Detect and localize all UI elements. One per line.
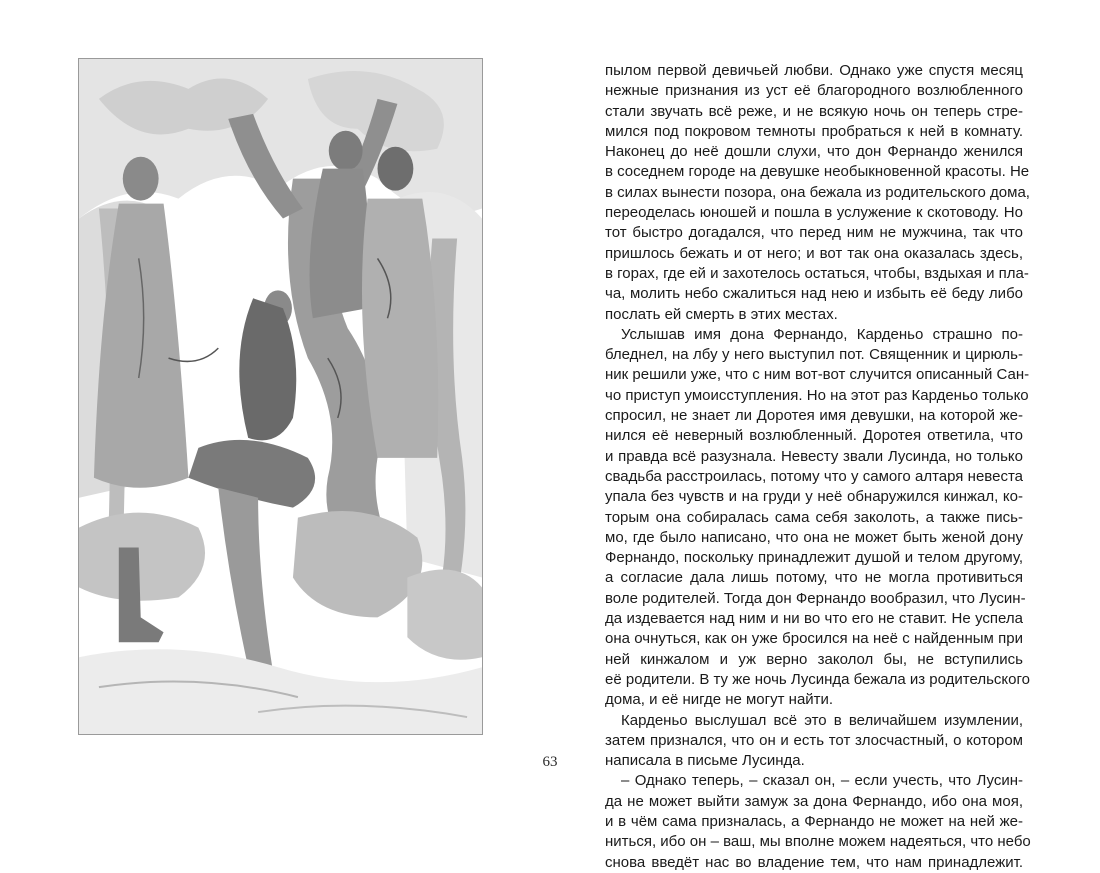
illustration-drawing — [79, 59, 482, 734]
text-line: Карденьо выслушал всё это в величайшем изумлении, — [621, 711, 1023, 729]
text-line: бледнел, на лбу у него выступил пот. Священник и цирюль- — [605, 346, 1023, 364]
text-line: в соседнем городе на девушке необыкновенной красоты. Не — [605, 163, 1030, 181]
text-line: а согласие дала лишь потому, что не могла противиться — [605, 569, 1023, 587]
text-line: да не может выйти замуж за дона Фернандо, ибо она моя, — [605, 792, 1023, 810]
text-line: послать ей смерть в этих местах. — [605, 305, 838, 323]
page-number: 63 — [542, 754, 558, 770]
text-line: нился её неверный возлюбленный. Доротея ответила, что — [605, 427, 1023, 445]
text-line: упала без чувств и на груди у неё обнаружился кинжал, ко- — [605, 488, 1023, 506]
text-line: дома, и её нигде не могут найти. — [605, 691, 834, 709]
text-line: мился под покровом темноты пробраться к ней в комнату. — [605, 122, 1023, 140]
text-line: ней кинжалом и уж верно заколол бы, не вступились — [605, 650, 1023, 668]
text-line: и в чём сама призналась, а Фернандо не может на ней же- — [605, 812, 1023, 830]
text-line: воле родителей. Тогда дон Фернандо вообразил, что Лусин- — [605, 589, 1026, 607]
text-line: – Однако теперь, – сказал он, – если учесть, что Лусин- — [621, 772, 1023, 790]
text-line: ниться, ибо он – ваш, мы вполне можем надеяться, что небо — [605, 833, 1031, 851]
text-line: Услышав имя дона Фернандо, Карденьо страшно по- — [621, 325, 1023, 343]
text-line: нежные признания из уст её благородного возлюбленного — [605, 82, 1023, 100]
text-line: переоделась юношей и пошла в услужение к скотоводу. Но — [605, 204, 1023, 222]
text-line: чо приступ умоисступления. Но на этот раз Карденьо только — [605, 386, 1029, 404]
text-line: пришлось бежать и от него; и вот так она оказалась здесь, — [605, 244, 1023, 262]
text-column — [605, 61, 1031, 873]
text-line: ча, молить небо сжалиться над нею и избыть её беду либо — [605, 285, 1023, 303]
text-line: затем признался, что он и есть тот злосчастный, о котором — [605, 731, 1023, 749]
text-line: стали звучать всё реже, и не всякую ночь он теперь стре- — [605, 102, 1023, 120]
text-line: Фернандо, поскольку принадлежит душой и телом другому, — [605, 549, 1023, 567]
illustration — [78, 58, 483, 735]
text-line: торым она собиралась сама себя заколоть, а также пись- — [605, 508, 1023, 526]
text-line: пылом первой девичьей любви. Однако уже спустя месяц — [605, 62, 1023, 79]
text-line: спросил, не знает ли Доротея имя девушки, на которой же- — [605, 407, 1023, 425]
text-line: и правда всё разузнала. Невесту звали Лусинда, но только — [605, 447, 1023, 465]
text-line: в силах вынести позора, она бежала из родительского дома, — [605, 183, 1030, 201]
text-line: ник решили уже, что с ним вот-вот случится описанный Сан- — [605, 366, 1030, 384]
text-line: написала в письме Лусинда. — [605, 752, 805, 770]
text-line: снова введёт нас во владение тем, что нам принадлежит. — [605, 853, 1023, 871]
text-line: она очнуться, как он уже бросился на неё с найденным при — [605, 630, 1023, 648]
text-line: да издевается над ним и ни во что его не ставит. Не успела — [605, 610, 1023, 628]
text-line: мо, где было написано, что она не может быть женой дону — [605, 528, 1023, 546]
text-line: в горах, где ей и захотелось остаться, чтобы, вздыхая и пла- — [605, 264, 1029, 282]
text-line: свадьба расстроилась, потому что у самого алтаря невеста — [605, 467, 1023, 485]
text-line: тот быстро догадался, что перед ним не мужчина, так что — [605, 224, 1023, 242]
text-line: её родители. В ту же ночь Лусинда бежала из родительского — [605, 670, 1030, 688]
text-line: Наконец до неё дошли слухи, что дон Фернандо женился — [605, 143, 1023, 161]
